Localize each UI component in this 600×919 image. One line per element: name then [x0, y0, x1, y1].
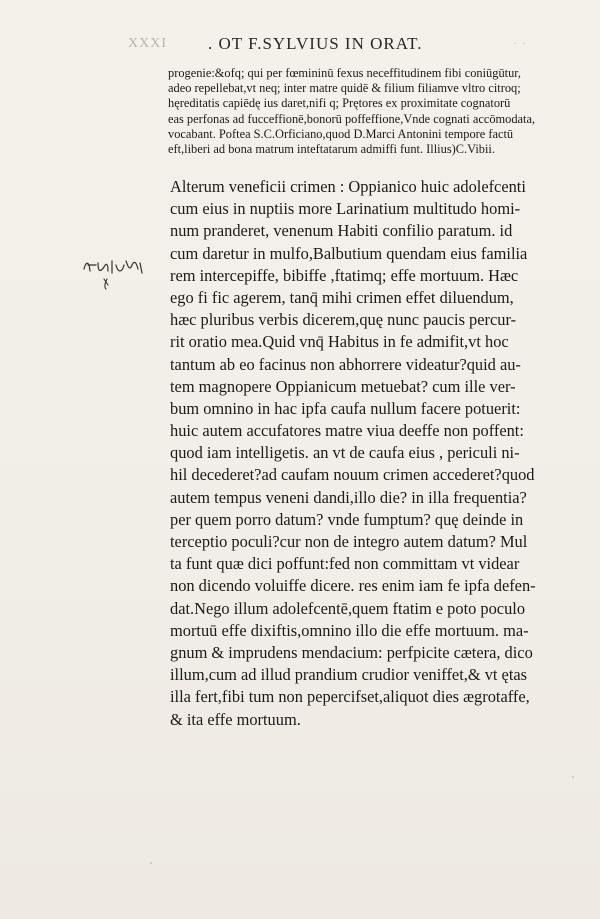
handwritten-margin-note: [80, 255, 150, 295]
commentary-line: eft,liberi ad bona matrum inteftatarum admiffi funt. Illius)C.Vibii.: [168, 141, 495, 156]
text-line: mortuū effe dixiftis,omnino illo die effe mortuum. ma-: [170, 620, 529, 640]
text-line: rit oratio mea.Quid vnq̄ Habitus in fe admifit,vt hoc: [170, 332, 509, 352]
text-line: bum omnino in hac ipfa caufa nullum facere potuerit:: [170, 398, 521, 418]
text-line: tantum ab eo facinus non abhorrere videatur?quid au-: [170, 354, 521, 374]
text-line: autem tempus veneni dandi,illo die? in illa frequentia?: [170, 487, 527, 507]
text-line: hil decederet?ad caufam nouum crimen accederet?quod: [170, 465, 535, 485]
text-line: num pranderet, venenum Habiti confilio paratum. id: [170, 221, 513, 241]
text-line: illa fert,fibi tum non pepercifset,aliquot dies ægrotaffe,: [170, 687, 530, 707]
folio-number: XXXI: [128, 36, 167, 51]
handwritten-annotation-icon: [80, 255, 150, 295]
text-line: per quem porro datum? vnde fumptum? quę deinde in: [170, 509, 524, 529]
text-line: cum daretur in mulfo,Balbutium quendam eius familia: [170, 243, 528, 263]
text-line: quod iam intelligetis. an vt de caufa eius , periculi ni-: [170, 443, 520, 463]
commentary-line: adeo repellebat,vt neq; inter matre quidē & filium filiamve vltro citroq;: [168, 81, 521, 96]
paper-speck: [150, 862, 152, 864]
text-line: Alterum veneficii crimen : Oppianico huic adolefcenti: [170, 177, 526, 196]
text-line: hæc pluribus verbis dicerem,quę nunc paucis percur-: [170, 310, 517, 330]
running-title: . OT F.SYLVIUS IN ORAT.: [208, 34, 423, 53]
text-line: ta funt quæ dici poffunt:fed non committam vt videar: [170, 554, 520, 574]
text-line: non dicendo voluiffe dicere. res enim iam fe ipfa defen-: [170, 576, 536, 596]
text-line: huic autem accufatores matre viua deeffe non poffent:: [170, 421, 524, 441]
header-ornament: · ·: [513, 36, 527, 50]
text-line: tem magnopere Oppianicum metuebat? cum ille ver-: [170, 376, 516, 396]
text-line: dat.Nego illum adolefcentē,quem ftatim e poto poculo: [170, 598, 526, 618]
commentary-line: hęreditatis capiēdę ius daret,nifi q; Prętores ex proximitate cognatorū: [168, 96, 511, 111]
text-line: & ita effe mortuum.: [170, 709, 301, 729]
text-line: ego fi fic agerem, tanq̄ mihi crimen effet diluendum,: [170, 287, 514, 307]
running-header: [128, 34, 568, 58]
text-line: illum,cum ad illud prandium crudior veniffet,& vt ętas: [170, 665, 528, 685]
commentary-block: [168, 66, 568, 157]
paper-speck: [572, 776, 574, 778]
main-text-block: [170, 176, 590, 731]
commentary-line: vocabant. Poftea S.C.Orficiano,quod D.Marci Antonini tempore factū: [168, 126, 514, 141]
commentary-line: eas perfonas ad fucceffionē,bonorū poffeffione,Vnde cognati accōmodata,: [168, 111, 536, 126]
text-line: gnum & imprudens mendacium: perfpicite cætera, dico: [170, 642, 533, 662]
text-line: rem intercepiffe, bibiffe ,ftatimq; effe mortuum. Hæc: [170, 265, 519, 285]
text-line: terceptio poculi?cur non de integro autem datum? Mul: [170, 532, 528, 551]
text-line: cum eius in nuptiis more Larinatium multitudo homi-: [170, 199, 521, 219]
commentary-line: progenie:&ofq; qui per fœmininū fexus neceffitudinem fibi coniūgūtur,: [168, 66, 522, 80]
